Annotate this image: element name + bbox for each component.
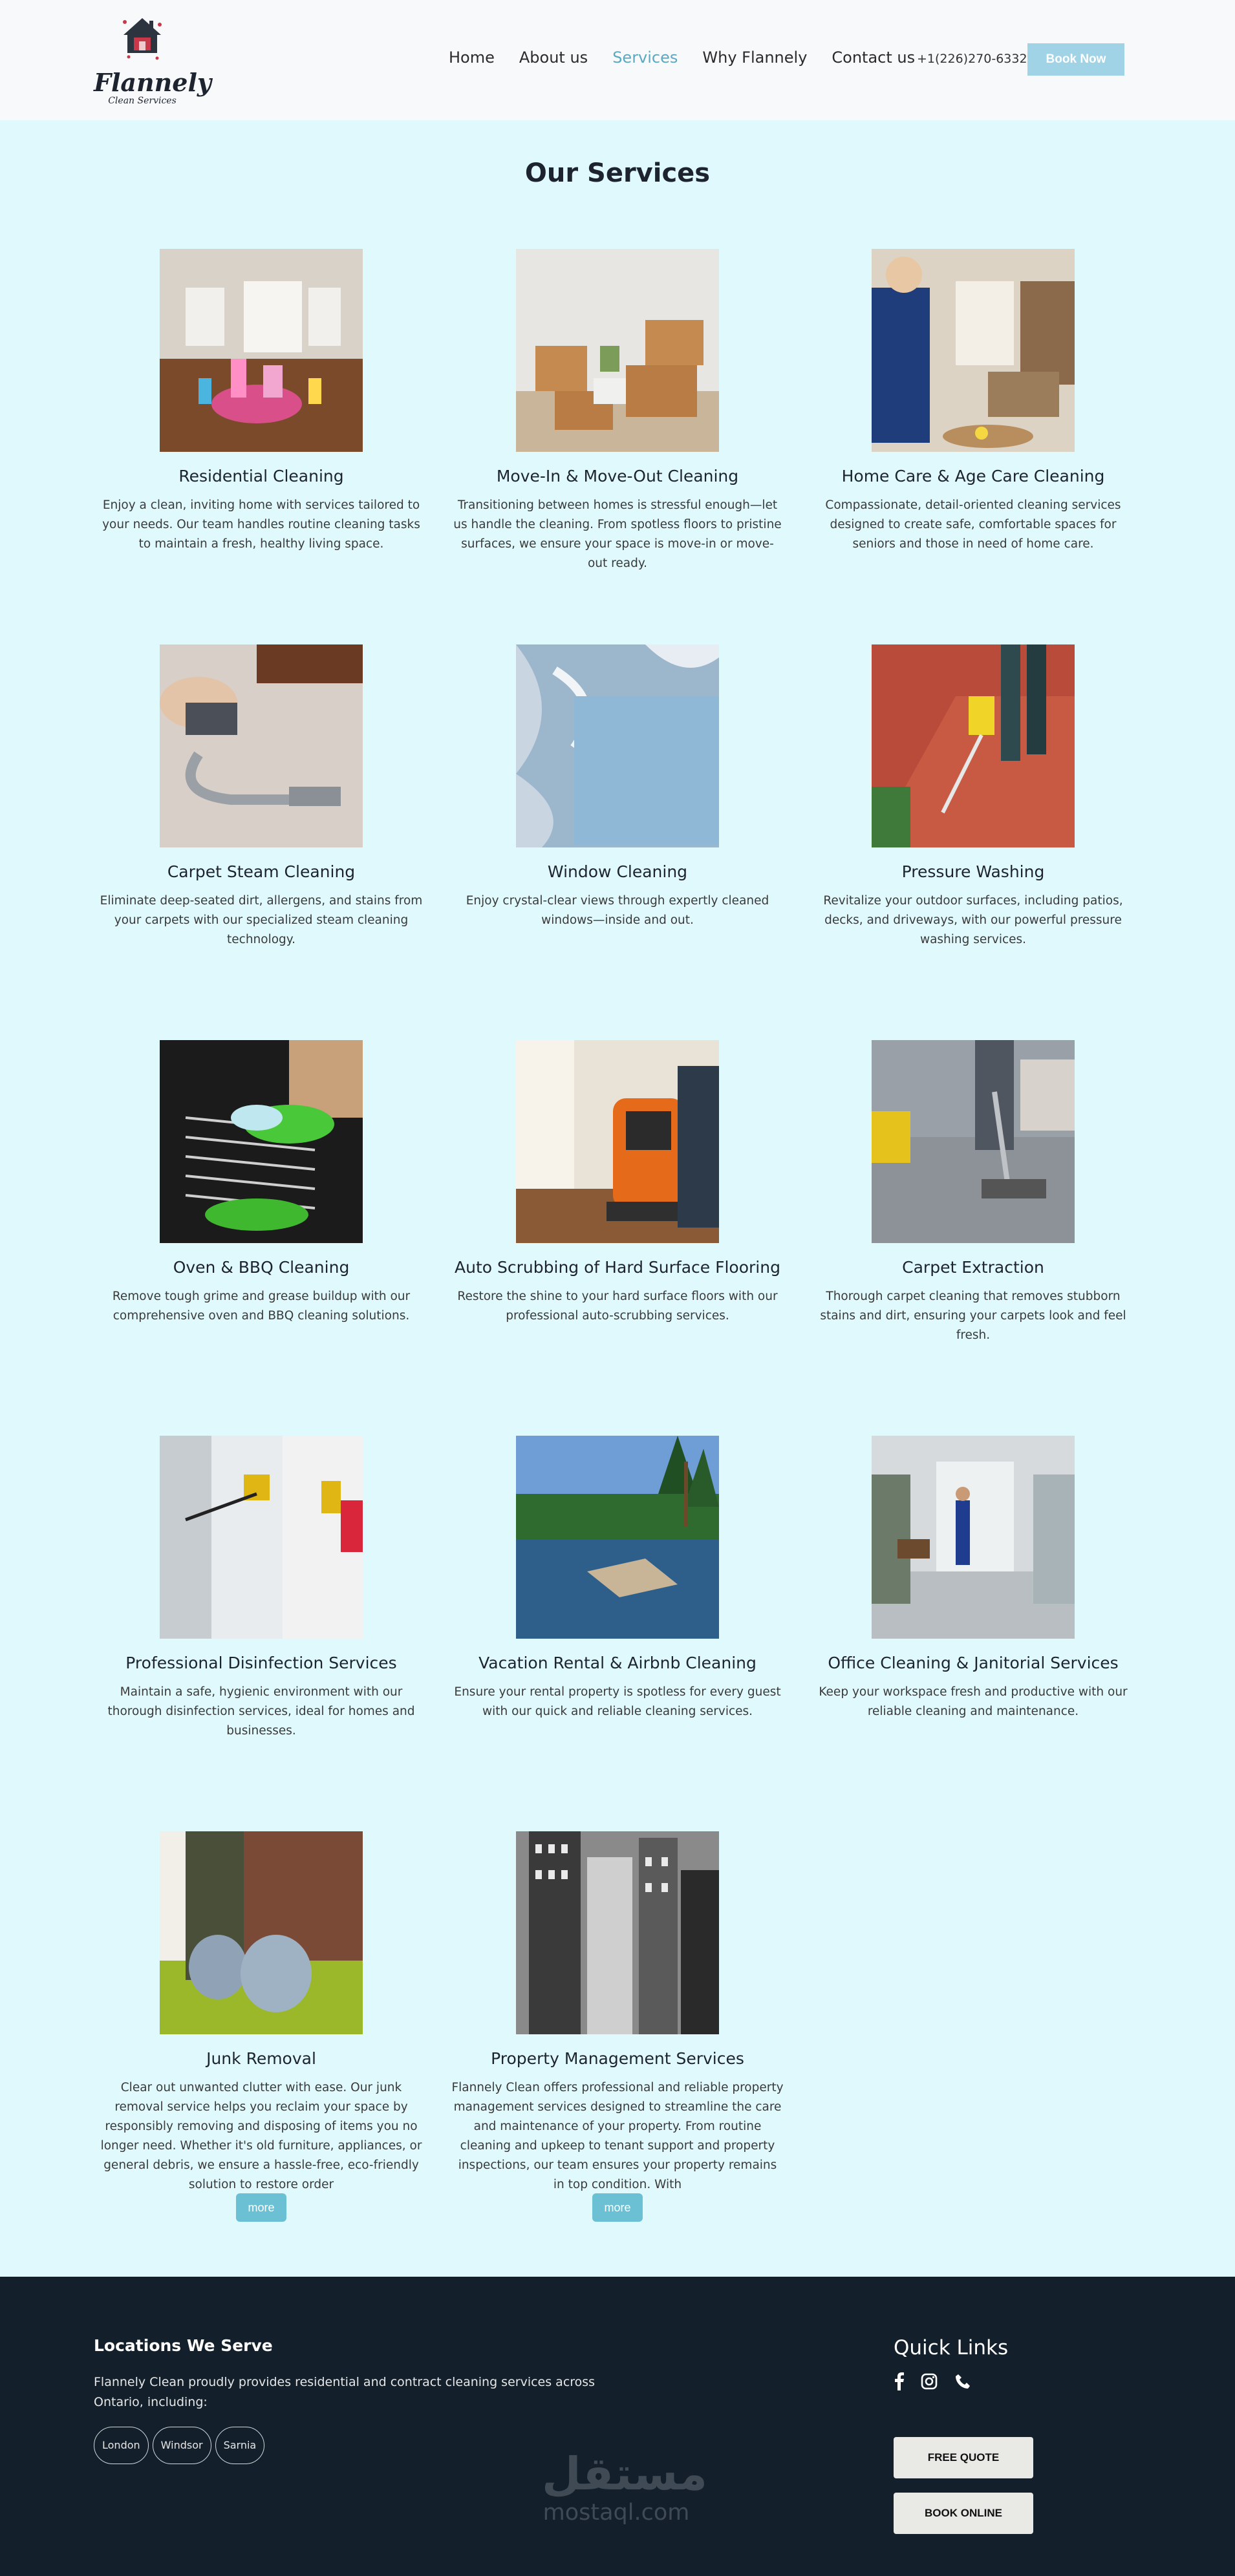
auto-scrubbing-image xyxy=(516,1040,719,1243)
service-title: Residential Cleaning xyxy=(178,467,344,485)
oven-bbq-cleaning-image xyxy=(160,1040,363,1243)
service-title: Office Cleaning & Janitorial Services xyxy=(828,1654,1119,1672)
watermark-arabic: مستقل xyxy=(542,2447,708,2500)
disinfection-services-image xyxy=(160,1436,363,1639)
service-card xyxy=(802,249,1144,554)
book-online-button[interactable]: BOOK ONLINE xyxy=(894,2493,1033,2534)
service-card xyxy=(802,1040,1144,1345)
facebook-icon[interactable] xyxy=(894,2372,904,2390)
residential-cleaning-image xyxy=(160,249,363,452)
pressure-washing-image xyxy=(872,644,1075,847)
service-title: Move-In & Move-Out Cleaning xyxy=(496,467,739,485)
quick-links-title: Quick Links xyxy=(894,2336,1009,2359)
service-title: Carpet Steam Cleaning xyxy=(167,862,356,881)
service-title: Home Care & Age Care Cleaning xyxy=(841,467,1105,485)
city-chip-windsor[interactable]: Windsor xyxy=(153,2427,211,2464)
service-card xyxy=(90,1040,433,1326)
vacation-rental-image xyxy=(516,1436,719,1639)
nav-contact-us[interactable]: Contact us xyxy=(832,48,916,67)
service-card xyxy=(90,1831,433,2222)
home-care-cleaning-image xyxy=(872,249,1075,452)
watermark-text: mostaql.com xyxy=(542,2500,690,2526)
locations-text: Flannely Clean proudly provides residential and contract cleaning services across Ontario, including: xyxy=(94,2375,596,2409)
logo-wordmark: Flannely xyxy=(94,68,211,97)
service-title: Vacation Rental & Airbnb Cleaning xyxy=(478,1654,757,1672)
house-logo-icon xyxy=(120,16,165,67)
service-description: Clear out unwanted clutter with ease. Our junk removal service helps you reclaim your space by responsibly removing and disposing of items you no longer need. Whether it's old furniture, appliances, or general debris, we ensure a hassle-free, eco-friendly solution to restore order xyxy=(100,2081,422,2191)
header-phone-link[interactable]: +1(226)270-6332 xyxy=(917,52,1027,66)
office-cleaning-image xyxy=(872,1436,1075,1639)
book-now-button[interactable]: Book Now xyxy=(1027,43,1124,76)
site-footer xyxy=(0,2277,1235,2576)
more-button[interactable]: more xyxy=(236,2193,286,2222)
service-title: Carpet Extraction xyxy=(902,1258,1044,1277)
window-cleaning-image xyxy=(516,644,719,847)
junk-removal-image xyxy=(160,1831,363,2034)
nav-services[interactable]: Services xyxy=(612,48,678,67)
site-logo[interactable] xyxy=(94,10,211,114)
service-title: Auto Scrubbing of Hard Surface Flooring xyxy=(455,1258,780,1277)
service-card xyxy=(446,644,789,930)
service-card xyxy=(446,1436,789,1721)
service-title: Window Cleaning xyxy=(547,862,688,881)
service-description: Revitalize your outdoor surfaces, including patios, decks, and driveways, with our powerful pressure washing services. xyxy=(823,894,1123,946)
nav-why-flannely[interactable]: Why Flannely xyxy=(702,48,808,67)
service-title: Oven & BBQ Cleaning xyxy=(173,1258,350,1277)
nav-about-us[interactable]: About us xyxy=(519,48,588,67)
service-card xyxy=(90,249,433,554)
social-links xyxy=(894,2372,971,2390)
service-title: Property Management Services xyxy=(491,2049,744,2068)
service-description: Eliminate deep-seated dirt, allergens, and stains from your carpets with our specialized steam cleaning technology. xyxy=(100,894,423,946)
service-card xyxy=(802,644,1144,950)
site-header xyxy=(0,0,1235,120)
service-description: Flannely Clean offers professional and reliable property management services designed to streamline the care and maintenance of your property. From routine cleaning and upkeep to tenant support and property inspections, our team ensures your property remains in top condition. With xyxy=(451,2081,784,2191)
service-card xyxy=(90,644,433,950)
service-description: Thorough carpet cleaning that removes stubborn stains and dirt, ensuring your carpets look and feel fresh. xyxy=(820,1290,1126,1342)
carpet-extraction-image xyxy=(872,1040,1075,1243)
instagram-icon[interactable] xyxy=(921,2373,938,2390)
service-card xyxy=(90,1436,433,1741)
move-in-out-cleaning-image xyxy=(516,249,719,452)
service-title: Pressure Washing xyxy=(901,862,1045,881)
service-card xyxy=(446,1040,789,1326)
service-card xyxy=(446,1831,789,2222)
service-description: Enjoy a clean, inviting home with services tailored to your needs. Our team handles routine cleaning tasks to maintain a fresh, healthy living space. xyxy=(102,498,420,551)
logo-tagline: Clean Services xyxy=(108,96,177,106)
watermark xyxy=(542,2447,708,2526)
main-nav xyxy=(449,48,940,67)
free-quote-button[interactable]: FREE QUOTE xyxy=(894,2437,1033,2478)
service-description: Transitioning between homes is stressful enough—let us handle the cleaning. From spotless floors to pristine surfaces, we ensure your space is move-in or move-out ready. xyxy=(453,498,782,570)
locations-title: Locations We Serve xyxy=(94,2336,273,2355)
city-chip-sarnia[interactable]: Sarnia xyxy=(215,2427,265,2464)
service-description: Remove tough grime and grease buildup with our comprehensive oven and BBQ cleaning solutions. xyxy=(112,1290,411,1323)
service-card xyxy=(802,1436,1144,1721)
service-description: Maintain a safe, hygienic environment with our thorough disinfection services, ideal for homes and businesses. xyxy=(107,1685,415,1738)
carpet-steam-cleaning-image xyxy=(160,644,363,847)
city-chips xyxy=(94,2427,264,2464)
service-description: Enjoy crystal-clear views through expertly cleaned windows—inside and out. xyxy=(466,894,769,927)
service-description: Ensure your rental property is spotless for every guest with our quick and reliable cleaning services. xyxy=(454,1685,781,1718)
phone-icon[interactable] xyxy=(954,2373,971,2390)
page-title: Our Services xyxy=(524,158,711,188)
service-description: Keep your workspace fresh and productive with our reliable cleaning and maintenance. xyxy=(819,1685,1128,1718)
service-description: Compassionate, detail-oriented cleaning services designed to create safe, comfortable spaces for seniors and those in need of home care. xyxy=(825,498,1121,551)
more-button[interactable]: more xyxy=(592,2193,643,2222)
property-management-image xyxy=(516,1831,719,2034)
city-chip-london[interactable]: London xyxy=(94,2427,149,2464)
service-card xyxy=(446,249,789,573)
nav-home[interactable]: Home xyxy=(449,48,495,67)
service-description: Restore the shine to your hard surface floors with our professional auto-scrubbing services. xyxy=(457,1290,778,1323)
service-title: Professional Disinfection Services xyxy=(125,1654,397,1672)
service-title: Junk Removal xyxy=(206,2049,316,2068)
